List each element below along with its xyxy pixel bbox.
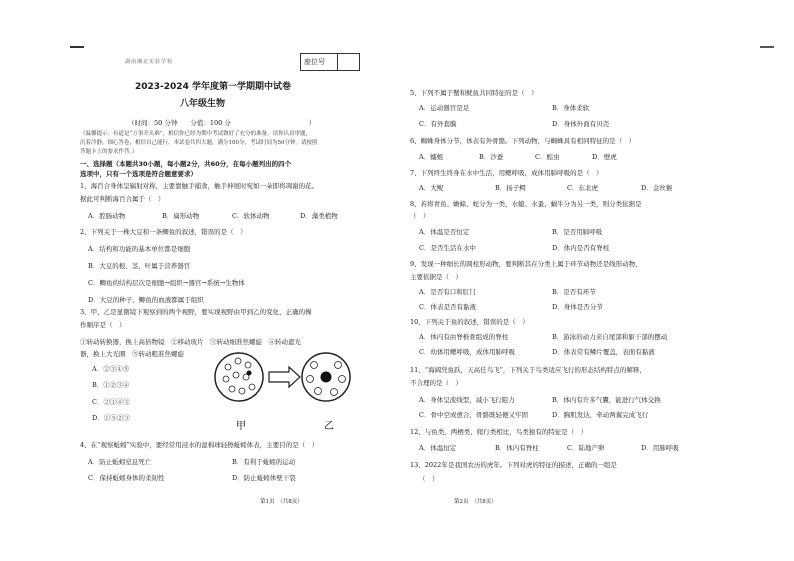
option[interactable]: B．体内有脊柱 — [495, 444, 539, 452]
option[interactable]: D．体表常有鳞片覆盖，表面有黏液 — [552, 348, 655, 356]
option[interactable]: D．身体外面有贝壳 — [552, 120, 610, 128]
option[interactable]: C．幼体用鳃呼吸，成体用肺呼吸 — [419, 348, 515, 356]
option[interactable]: C．陆地产卵 — [567, 444, 605, 452]
page-2 — [397, 0, 794, 561]
option[interactable]: D．体内是否有脊柱 — [552, 244, 610, 252]
option[interactable]: A．体内有由脊椎骨组成的脊柱 — [419, 333, 509, 341]
option[interactable]: B．扬子鳄 — [495, 184, 526, 192]
option[interactable]: A．是否有口和肛门 — [419, 288, 476, 296]
option[interactable]: A．②③④⑤ — [92, 365, 130, 373]
scan-mark — [760, 46, 774, 48]
option[interactable]: C．保持蚯蚓身体的柔韧性 — [88, 474, 165, 482]
option[interactable]: C．有外套膜 — [419, 120, 457, 128]
field-jia-cells — [223, 358, 255, 394]
exam-subject: 八年级生物 — [180, 99, 226, 109]
question-6: 6、蜘蛛身体分节，体表有外骨骼。下列动物，与蜘蛛具有相同特征的是（ ） — [410, 137, 636, 145]
option[interactable]: B．身体柔软 — [552, 104, 590, 112]
option[interactable]: A．蠕蛭 — [419, 153, 444, 161]
option[interactable]: B．扁形动物 — [162, 212, 200, 220]
question-3: 作顺序是（ ） — [80, 321, 126, 329]
option[interactable]: D．用肺呼吸 — [641, 444, 679, 452]
option[interactable]: D．藻类植物 — [300, 212, 338, 220]
question-10: 10、下列关于鱼的叙述，错误的是（ ） — [410, 318, 529, 326]
label-jia: 甲 — [236, 421, 246, 432]
option[interactable]: B．沙蚕 — [479, 153, 504, 161]
option[interactable]: B．游泳的动力来自尾部和躯干部的摆动 — [552, 333, 668, 341]
section-heading: 一、选择题（本题共30小题，每小题2分，共60分，在每小题列出的四个 — [80, 160, 292, 168]
option[interactable]: C．软体动物 — [232, 212, 270, 220]
option[interactable]: D．大豆的种子、鲫鱼的血液都属于组织 — [88, 296, 204, 304]
option[interactable]: D．①⑤②③ — [92, 414, 130, 422]
option[interactable]: C．是否生活在水中 — [419, 244, 476, 252]
exam-title: 2023-2024 学年度第一学期期中试卷 — [135, 82, 291, 92]
option[interactable]: D．身体是否分节 — [552, 303, 603, 311]
option[interactable]: C．东北虎 — [567, 184, 598, 192]
option[interactable]: B．是否有环节 — [552, 288, 596, 296]
question-7: 7、下列终生终身在水中生活，用鳃呼吸，成体用肺呼吸的是（ ） — [410, 169, 603, 177]
arrow-icon — [269, 367, 300, 387]
scan-mark — [70, 46, 84, 48]
option[interactable]: A．运动器官是足 — [419, 104, 470, 112]
question-9: 主要依据是（ ） — [410, 273, 462, 281]
option[interactable]: B．大豆的根、茎、叶属于营养器官 — [88, 262, 191, 270]
question-1: 1、海百合身体呈辐射对称，主要靠触手捕食，触手伸展时宛如一朵即将凋谢的花。 — [80, 182, 319, 190]
option[interactable]: A．体温恒定 — [419, 444, 457, 452]
question-11: 不合理的是（ ） — [410, 379, 462, 387]
question-8: （ ） — [410, 212, 430, 220]
question-5: 5、下列不属于蟹和鱿鱼共同特征的是（ ） — [410, 89, 538, 97]
question-13: （ ） — [419, 475, 439, 483]
label-yi: 乙 — [324, 421, 334, 432]
target-cell-jia — [247, 371, 252, 376]
option[interactable]: B．是否用肺呼吸 — [552, 228, 603, 236]
tip-line: 答题卡上的要求作答。） — [80, 149, 138, 155]
option[interactable]: A．大鲵 — [419, 184, 444, 192]
question-8: 8、若将青鱼、蟾蜍、蛇分为一类，水螅、水蚤、蜗牛分为另一类，则分类依据是 — [410, 200, 642, 208]
question-3: 3、甲、乙是显微镜下观察到的两个视野，要实现视野由甲到乙的变化，正确的操 — [80, 308, 312, 316]
option[interactable]: B．有利于蚯蚓的运动 — [232, 458, 296, 466]
question-4: 4、在“观察蚯蚓”实验中，要经常用浸水的湿棉球轻擦蚯蚓体表，主要目的是（ ） — [80, 441, 319, 449]
option[interactable]: D．胸肌发达，牵动两翼完成飞行 — [552, 411, 649, 419]
seat-number-field[interactable] — [337, 54, 359, 70]
question-9: 9、发现一种细长的圆柱形动物，要判断其在分类上属于环节动物还是线形动物， — [410, 260, 642, 268]
option[interactable]: C．鲫鱼的结构层次是细胞→组织→器官→系统→生物体 — [88, 279, 245, 287]
option[interactable]: A．体温是否恒定 — [419, 228, 470, 236]
option[interactable]: A．身体呈流线型，减小飞行阻力 — [419, 396, 515, 404]
option[interactable]: A．结构和功能的基本单位都是细胞 — [88, 245, 191, 253]
option[interactable]: B．体内有许多气囊，能进行气体交换 — [552, 396, 661, 404]
option[interactable]: C．骨中空或愈合，骨骼既轻便又牢固 — [419, 411, 528, 419]
page-footer: 第1页 （共8页） — [260, 499, 303, 505]
question-1: 据此可判断海百合属于（ ） — [80, 195, 165, 203]
option[interactable]: C．蝗虫 — [535, 153, 560, 161]
option[interactable]: D．壁虎 — [592, 153, 617, 161]
option[interactable]: A．腔肠动物 — [88, 212, 126, 220]
question-3-steps: ①转动转换器，换上高倍物镜 ②移动玻片 ③转动细准焦螺旋 ④转动遮光 — [80, 338, 301, 346]
seat-number-box — [300, 53, 360, 71]
question-11: 11、“海阔凭鱼跃，天高任鸟飞”，下列关于鸟类适应飞行的形态结构特点的解释， — [410, 366, 646, 374]
question-2: 2、下列关于一株大豆和一条鲫鱼的叙述，错误的是（ ） — [80, 228, 247, 236]
page-footer: 第2页 （共8页） — [454, 499, 497, 505]
tip-line: 沉着冷静，细心答卷，相信自己能行。本试卷共四大题，满分100分，考试时间为50分钟。请按照 — [80, 140, 318, 146]
option[interactable]: A．防止蚯蚓窒息死亡 — [88, 458, 152, 466]
option[interactable]: C．②①④③ — [92, 398, 130, 406]
question-12: 12、与鱼类、两栖类、爬行类相比，鸟类独有的特征是（ ） — [410, 428, 588, 436]
option[interactable]: C．体表是否有黏液 — [419, 303, 476, 311]
question-3-steps: 器，换上大光圈 ⑤转动粗准焦螺旋 — [80, 350, 184, 358]
school-name: 湖南湘北实验学校 — [125, 59, 174, 65]
tip-line: （温馨提示：有道是“万事开头难”，相信你已经为期中考试做好了充分的准备，请你认真审题， — [80, 131, 312, 137]
target-cell-yi — [321, 372, 332, 383]
microscope-field-diagram — [214, 339, 364, 439]
question-13: 13、2022年是我国农历的虎年。下列对虎的特征的描述，正确的一组是 — [410, 461, 617, 469]
option[interactable]: D．金丝猴 — [641, 184, 673, 192]
seat-label: 座位号 — [304, 58, 325, 66]
section-heading: 选项中，只有一个选项是符合题意要求） — [80, 170, 197, 178]
option[interactable]: B．①②③④ — [92, 381, 130, 389]
option[interactable]: D．防止蚯蚓体壁干裂 — [232, 474, 296, 482]
exam-time-info: （时间：50 分钟 分值：100 分 ） — [128, 119, 316, 127]
